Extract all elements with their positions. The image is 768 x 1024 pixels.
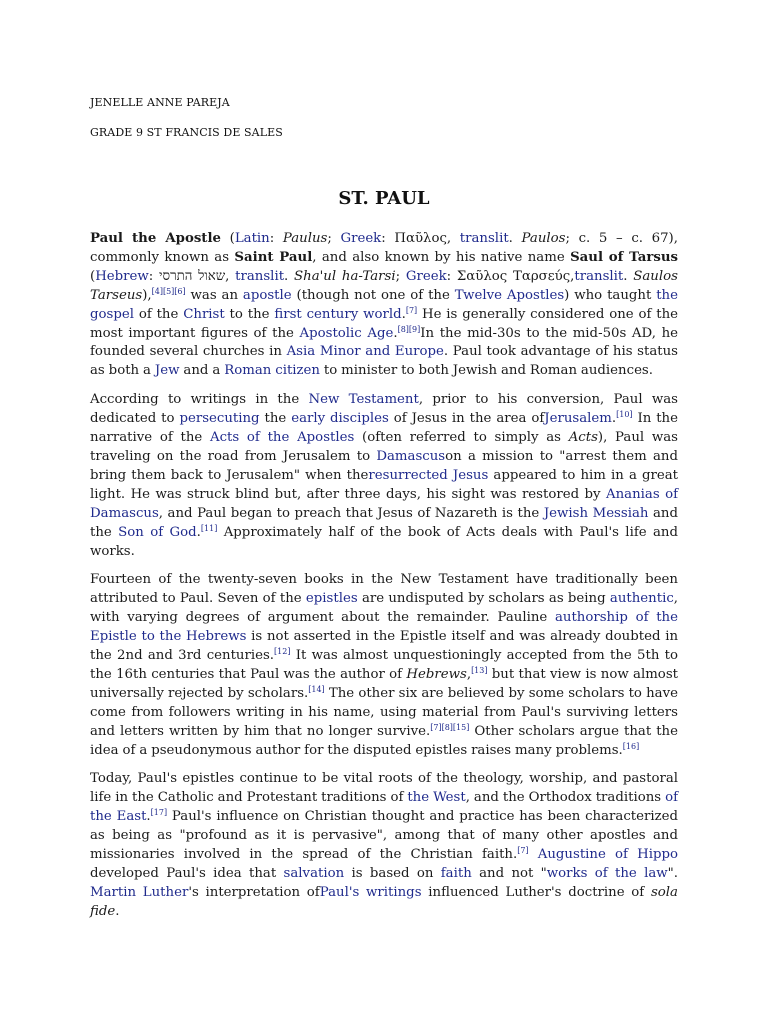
text-run: Paul's influence on Christian thought and practice has been characterized as being as "profound as it is pervasive", among that of many other apostles and missionaries involved in the spread of the Christian faith. bbox=[90, 809, 678, 863]
page-title: ST. PAUL bbox=[338, 188, 430, 209]
text-run bbox=[529, 847, 538, 862]
grade-section: GRADE 9 ST FRANCIS DE SALES bbox=[90, 126, 283, 139]
wiki-link[interactable]: persecuting bbox=[179, 411, 260, 427]
italic-term: Sha'ul ha-Tarsi bbox=[294, 268, 396, 284]
wiki-link[interactable]: Damascus bbox=[376, 448, 446, 464]
text-run: ; c. 5 – c. 67), commonly known as bbox=[90, 231, 678, 265]
text-run: According to writings in the bbox=[90, 392, 309, 408]
italic-term: Saulos Tarseus bbox=[90, 268, 678, 303]
text-run: . Paul took advantage of his status as both a bbox=[90, 344, 678, 379]
text-run: to the bbox=[224, 306, 275, 322]
citation-link[interactable]: [14] bbox=[308, 684, 325, 694]
text-run: It was almost unquestioningly accepted from the 5th to the 16th centuries that Paul was the author of bbox=[90, 648, 678, 682]
text-run: is based on bbox=[344, 866, 441, 881]
text-run: . bbox=[623, 268, 634, 284]
text-run: ". bbox=[667, 866, 679, 881]
citation-link[interactable]: [11] bbox=[200, 523, 218, 533]
text-run: . bbox=[115, 903, 120, 919]
wiki-link[interactable]: works of the law bbox=[546, 866, 668, 881]
text-run: developed Paul's idea that bbox=[90, 866, 284, 881]
text-run: Approximately half of the book of Acts deals with Paul's life and works. bbox=[90, 524, 678, 559]
author-name: JENELLE ANNE PAREJA bbox=[90, 96, 230, 109]
text-run: of the bbox=[133, 306, 184, 322]
text-run: and the bbox=[90, 505, 678, 540]
text-run: on a mission to "arrest them and bring them back to Jerusalem" when the bbox=[90, 448, 678, 483]
text-run: . bbox=[146, 809, 151, 825]
wiki-link[interactable]: Greek bbox=[405, 268, 447, 284]
text-run: and a bbox=[179, 363, 225, 379]
text-run: and not " bbox=[471, 866, 547, 881]
wiki-link[interactable]: Son of God bbox=[118, 524, 197, 540]
citation-link[interactable]: [7][8][15] bbox=[430, 722, 470, 732]
wiki-link[interactable]: New Testament bbox=[308, 392, 419, 408]
citation-link[interactable]: [10] bbox=[616, 410, 633, 420]
citation-link[interactable]: [7] bbox=[517, 846, 529, 856]
text-run: Today, Paul's epistles continue to be vital roots of the theology, worship, and pastoral life in the Catholic and Protestant traditions of bbox=[90, 771, 678, 806]
text-run: He is generally considered one of the most important figures of the bbox=[90, 306, 679, 341]
wiki-link[interactable]: Martin Luther bbox=[90, 884, 189, 900]
text-run: : שאול התרסי, bbox=[148, 268, 236, 284]
wiki-link[interactable]: Hebrew bbox=[95, 268, 149, 284]
text-run: Other scholars argue that the idea of a pseudonymous author for the disputed epistles raises many problems. bbox=[90, 723, 678, 758]
text-run: In the mid-30s to the mid-50s AD, he founded several churches in bbox=[90, 325, 679, 360]
wiki-link[interactable]: Ananias of Damascus bbox=[90, 486, 679, 521]
paragraph bbox=[90, 770, 678, 921]
text-run: appeared to him in a great light. He was struck blind but, after three days, his sight was restored by bbox=[90, 467, 678, 502]
citation-link[interactable]: [4][5][6] bbox=[151, 286, 186, 296]
wiki-link[interactable]: salvation bbox=[283, 866, 345, 881]
text-run: . bbox=[611, 411, 617, 427]
wiki-link[interactable]: resurrected Jesus bbox=[368, 467, 489, 483]
text-run: The other six are believed by some scholars to have come from followers writing in his name, using material from Paul's surviving letters and letters written by him that no longer survive. bbox=[90, 685, 678, 739]
text-run: , prior to his conversion, Paul was dedicated to bbox=[90, 392, 678, 427]
wiki-link[interactable]: translit bbox=[574, 268, 624, 284]
wiki-link[interactable]: Asia Minor and Europe bbox=[286, 344, 444, 360]
wiki-link[interactable]: Apostolic Age bbox=[299, 325, 394, 341]
wiki-link[interactable]: Christ bbox=[183, 306, 225, 322]
text-run: . bbox=[393, 325, 398, 341]
italic-term: Hebrews bbox=[406, 666, 467, 682]
wiki-link[interactable]: authorship of the Epistle to the Hebrews bbox=[90, 610, 678, 645]
text-run: , bbox=[466, 666, 472, 682]
paragraph bbox=[90, 391, 678, 561]
text-run: the bbox=[259, 411, 292, 427]
wiki-link[interactable]: Augustine of Hippo bbox=[537, 847, 678, 863]
text-run: ; bbox=[327, 231, 341, 246]
wiki-link[interactable]: Twelve Apostles bbox=[454, 287, 565, 303]
text-run: , and the Orthodox traditions bbox=[465, 790, 666, 806]
paragraph bbox=[90, 571, 678, 760]
bold-term: Saint Paul bbox=[234, 249, 313, 265]
wiki-link[interactable]: Roman citizen bbox=[224, 363, 320, 379]
bold-term: Paul the Apostle bbox=[90, 231, 221, 246]
citation-link[interactable]: [8][9] bbox=[397, 324, 421, 334]
text-run: . bbox=[284, 268, 295, 284]
text-run: , and also known by his native name bbox=[312, 249, 571, 265]
text-run: (often referred to simply as bbox=[354, 430, 569, 446]
wiki-link[interactable]: the gospel bbox=[90, 287, 678, 322]
wiki-link[interactable]: authentic bbox=[609, 591, 674, 607]
text-run: ), bbox=[142, 287, 152, 303]
text-run: ( bbox=[90, 268, 96, 284]
text-run: are undisputed by scholars as being bbox=[357, 591, 610, 607]
text-run: was an bbox=[185, 287, 243, 303]
wiki-link[interactable]: translit bbox=[235, 268, 285, 284]
bold-term: Saul of Tarsus bbox=[570, 249, 679, 265]
citation-link[interactable]: [13] bbox=[471, 665, 488, 675]
text-run: . bbox=[196, 524, 201, 540]
text-run: . bbox=[401, 306, 406, 322]
text-run: , with varying degrees of argument about the remainder. Pauline bbox=[90, 591, 678, 626]
wiki-link[interactable]: faith bbox=[440, 866, 472, 881]
wiki-link[interactable]: epistles bbox=[305, 591, 358, 607]
text-run: 's interpretation of bbox=[188, 884, 320, 900]
wiki-link[interactable]: Latin bbox=[234, 231, 270, 246]
paragraph bbox=[90, 230, 678, 381]
text-run: of Jesus in the area of bbox=[388, 411, 545, 427]
wiki-link[interactable]: Greek bbox=[340, 231, 382, 246]
wiki-link[interactable]: the West bbox=[407, 790, 466, 806]
text-run: . bbox=[508, 231, 522, 246]
text-run: influenced Luther's doctrine of bbox=[421, 884, 651, 900]
citation-link[interactable]: [17] bbox=[150, 808, 168, 818]
text-run: (though not one of the bbox=[291, 287, 455, 303]
italic-term: Paulus bbox=[282, 231, 328, 246]
italic-term: Paulos bbox=[521, 231, 566, 246]
citation-link[interactable]: [7] bbox=[405, 305, 418, 315]
text-run: : Σαῦλος Ταρσεύς, bbox=[446, 268, 575, 284]
text-run: : Παῦλος, bbox=[381, 231, 460, 246]
citation-link[interactable]: [16] bbox=[622, 741, 640, 751]
italic-term: Acts bbox=[568, 430, 598, 446]
text-run: ) who taught bbox=[564, 287, 657, 303]
text-run: , and Paul began to preach that Jesus of Nazareth is the bbox=[158, 505, 544, 521]
italic-term: sola fide bbox=[90, 884, 678, 919]
article-body bbox=[90, 230, 678, 932]
text-run: ( bbox=[220, 231, 235, 246]
wiki-link[interactable]: first century world bbox=[274, 306, 402, 322]
text-run: ), Paul was traveling on the road from Jerusalem to bbox=[90, 430, 679, 464]
text-run: but that view is now almost universally rejected by scholars. bbox=[90, 666, 678, 701]
wiki-link[interactable]: Jewish Messiah bbox=[543, 505, 649, 521]
text-run: is not asserted in the Epistle itself and was already doubted in the 2nd and 3rd centuries. bbox=[90, 629, 679, 664]
wiki-link[interactable]: of the East bbox=[90, 790, 678, 825]
wiki-link[interactable]: Paul's writings bbox=[319, 884, 422, 900]
wiki-link[interactable]: Acts of the Apostles bbox=[209, 430, 355, 446]
wiki-link[interactable]: early disciples bbox=[291, 411, 389, 427]
wiki-link[interactable]: apostle bbox=[242, 287, 292, 303]
wiki-link[interactable]: Jew bbox=[154, 363, 180, 379]
citation-link[interactable]: [12] bbox=[274, 647, 291, 657]
text-run: to minister to both Jewish and Roman audiences. bbox=[319, 363, 653, 379]
text-run: ; bbox=[395, 268, 406, 284]
text-run: : bbox=[269, 231, 283, 246]
wiki-link[interactable]: Jerusalem bbox=[544, 411, 612, 427]
text-run: In the narrative of the bbox=[90, 411, 678, 446]
text-run: Fourteen of the twenty-seven books in the New Testament have traditionally been attributed to Paul. Seven of the bbox=[90, 572, 678, 607]
wiki-link[interactable]: translit bbox=[459, 231, 509, 246]
